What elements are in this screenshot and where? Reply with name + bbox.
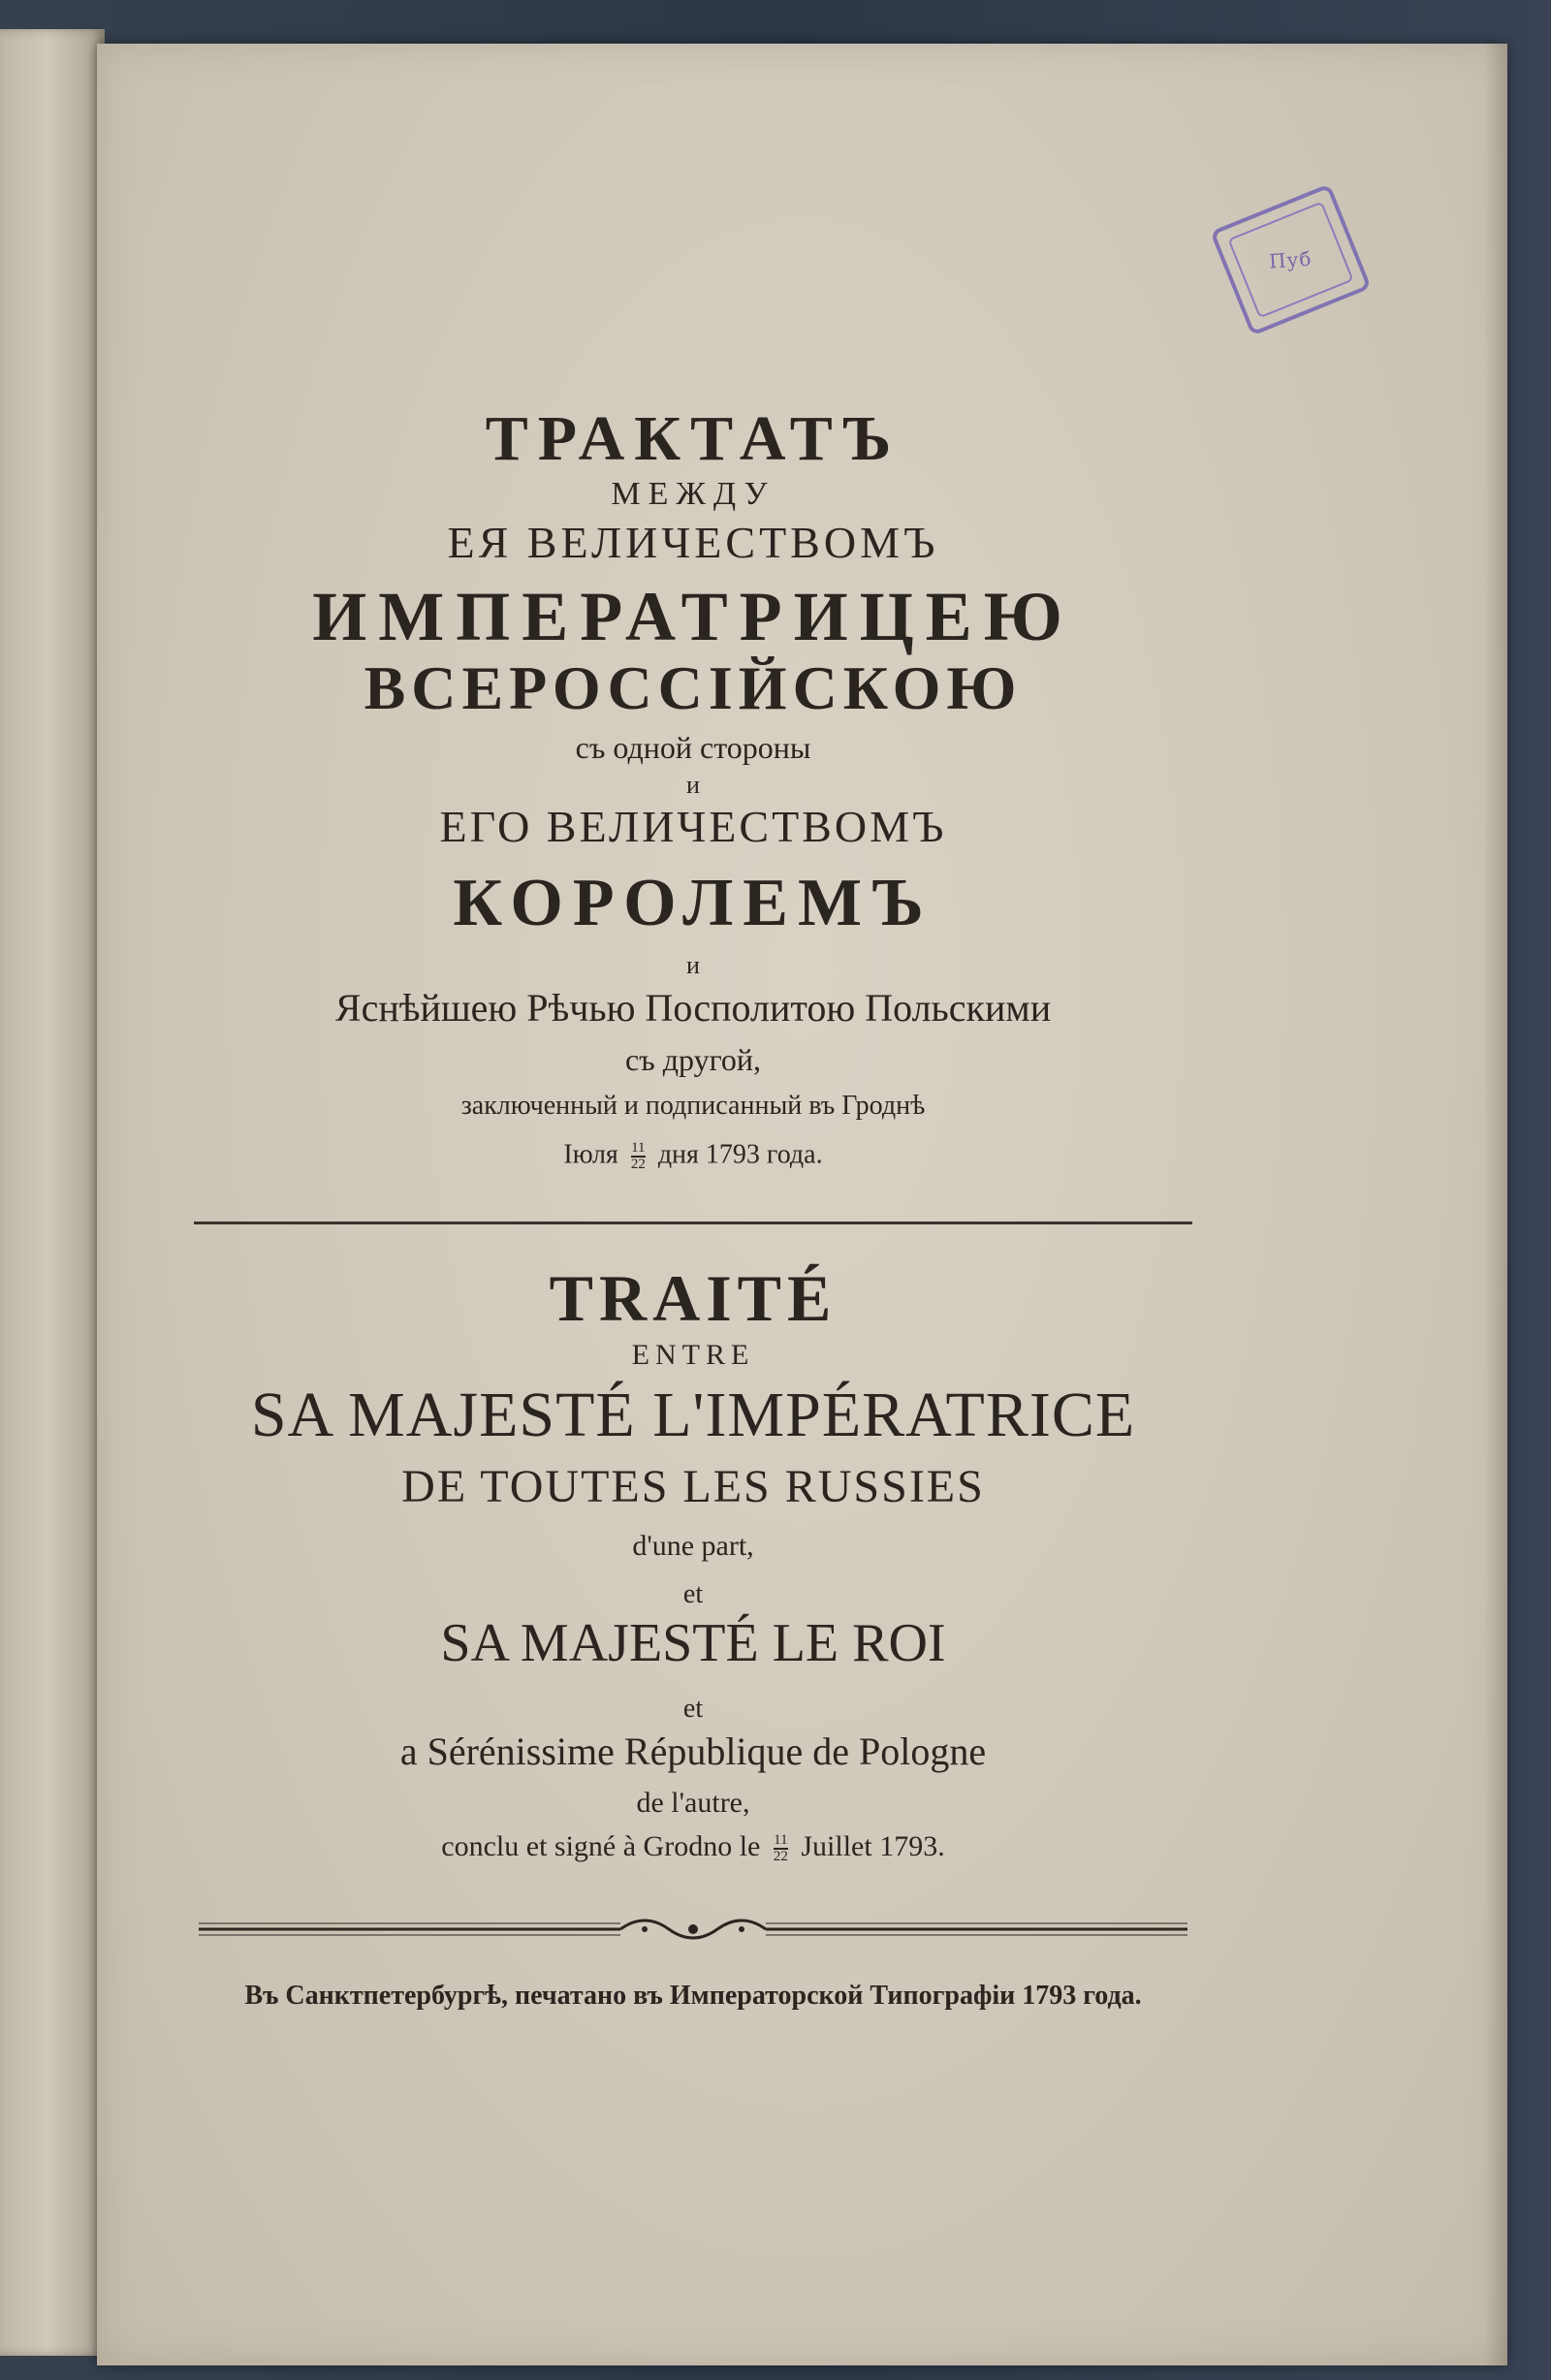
fr-between: ENTRE: [631, 1339, 755, 1371]
ru-her-majesty: ЕЯ ВЕЛИЧЕСТВОМЪ: [447, 518, 939, 567]
fr-russias: DE TOUTES LES RUSSIES: [401, 1461, 985, 1512]
ru-king: КОРОЛЕМЪ: [453, 866, 934, 940]
ru-empress: ИМПЕРАТРИЦЕЮ: [312, 578, 1074, 655]
ru-republic: Яснѣйшею Рѣчью Посполитою Польскими: [334, 986, 1052, 1030]
ru-and-1: и: [686, 771, 700, 799]
fr-date-fraction: [774, 1833, 788, 1864]
ru-date-prefix: Іюля: [563, 1139, 618, 1170]
ru-and-2: и: [686, 951, 700, 979]
fr-empress: SA MAJESTÉ L'IMPÉRATRICE: [250, 1380, 1136, 1450]
ru-one-side: съ одной стороны: [575, 730, 811, 765]
fr-date-numerator: 11: [774, 1832, 788, 1849]
ru-other-side: съ другой,: [624, 1042, 762, 1077]
fr-king: SA MAJESTÉ LE ROI: [440, 1613, 946, 1673]
fr-one-part: d'une part,: [632, 1530, 754, 1562]
fr-and-1: et: [682, 1579, 704, 1609]
ru-date-suffix: дня 1793 года.: [657, 1139, 823, 1170]
fr-title: TRAITÉ: [549, 1261, 838, 1335]
fr-concluded-suffix: Juillet 1793.: [801, 1830, 945, 1862]
left-page-edge: [0, 29, 105, 2356]
ru-title: ТРАКТАТЪ: [485, 403, 902, 474]
ornamental-divider: [194, 1910, 1192, 1949]
ru-date-denominator: 22: [630, 1157, 646, 1172]
imprint: Въ Санктпетербургѣ, печатано въ Императорской Типографіи 1793 года.: [244, 1981, 1142, 2011]
ru-concluded: заключенный и подписанный въ Гроднѣ: [460, 1091, 926, 1121]
fr-and-2: et: [682, 1694, 704, 1724]
fr-other: de l'autre,: [636, 1787, 750, 1819]
library-stamp: [1210, 183, 1372, 335]
section-divider-rule: [194, 1222, 1192, 1224]
ru-date-fraction: [631, 1141, 646, 1172]
document-page: [97, 44, 1507, 2365]
fr-date-denominator: 22: [773, 1849, 788, 1865]
ru-date-numerator: 11: [631, 1140, 646, 1156]
ru-his-majesty: ЕГО ВЕЛИЧЕСТВОМЪ: [439, 802, 947, 851]
ru-all-russian: ВСЕРОССІЙСКОЮ: [364, 653, 1023, 722]
ru-between: МЕЖДУ: [611, 476, 776, 512]
fr-republic: a Sérénissime République de Pologne: [399, 1729, 987, 1773]
fr-date-line: [194, 1832, 1192, 1864]
stamp-text: Пуб: [1268, 246, 1314, 273]
ru-date-line: [194, 1141, 1192, 1172]
fr-concluded-prefix: conclu et signé à Grodno le: [441, 1830, 761, 1862]
